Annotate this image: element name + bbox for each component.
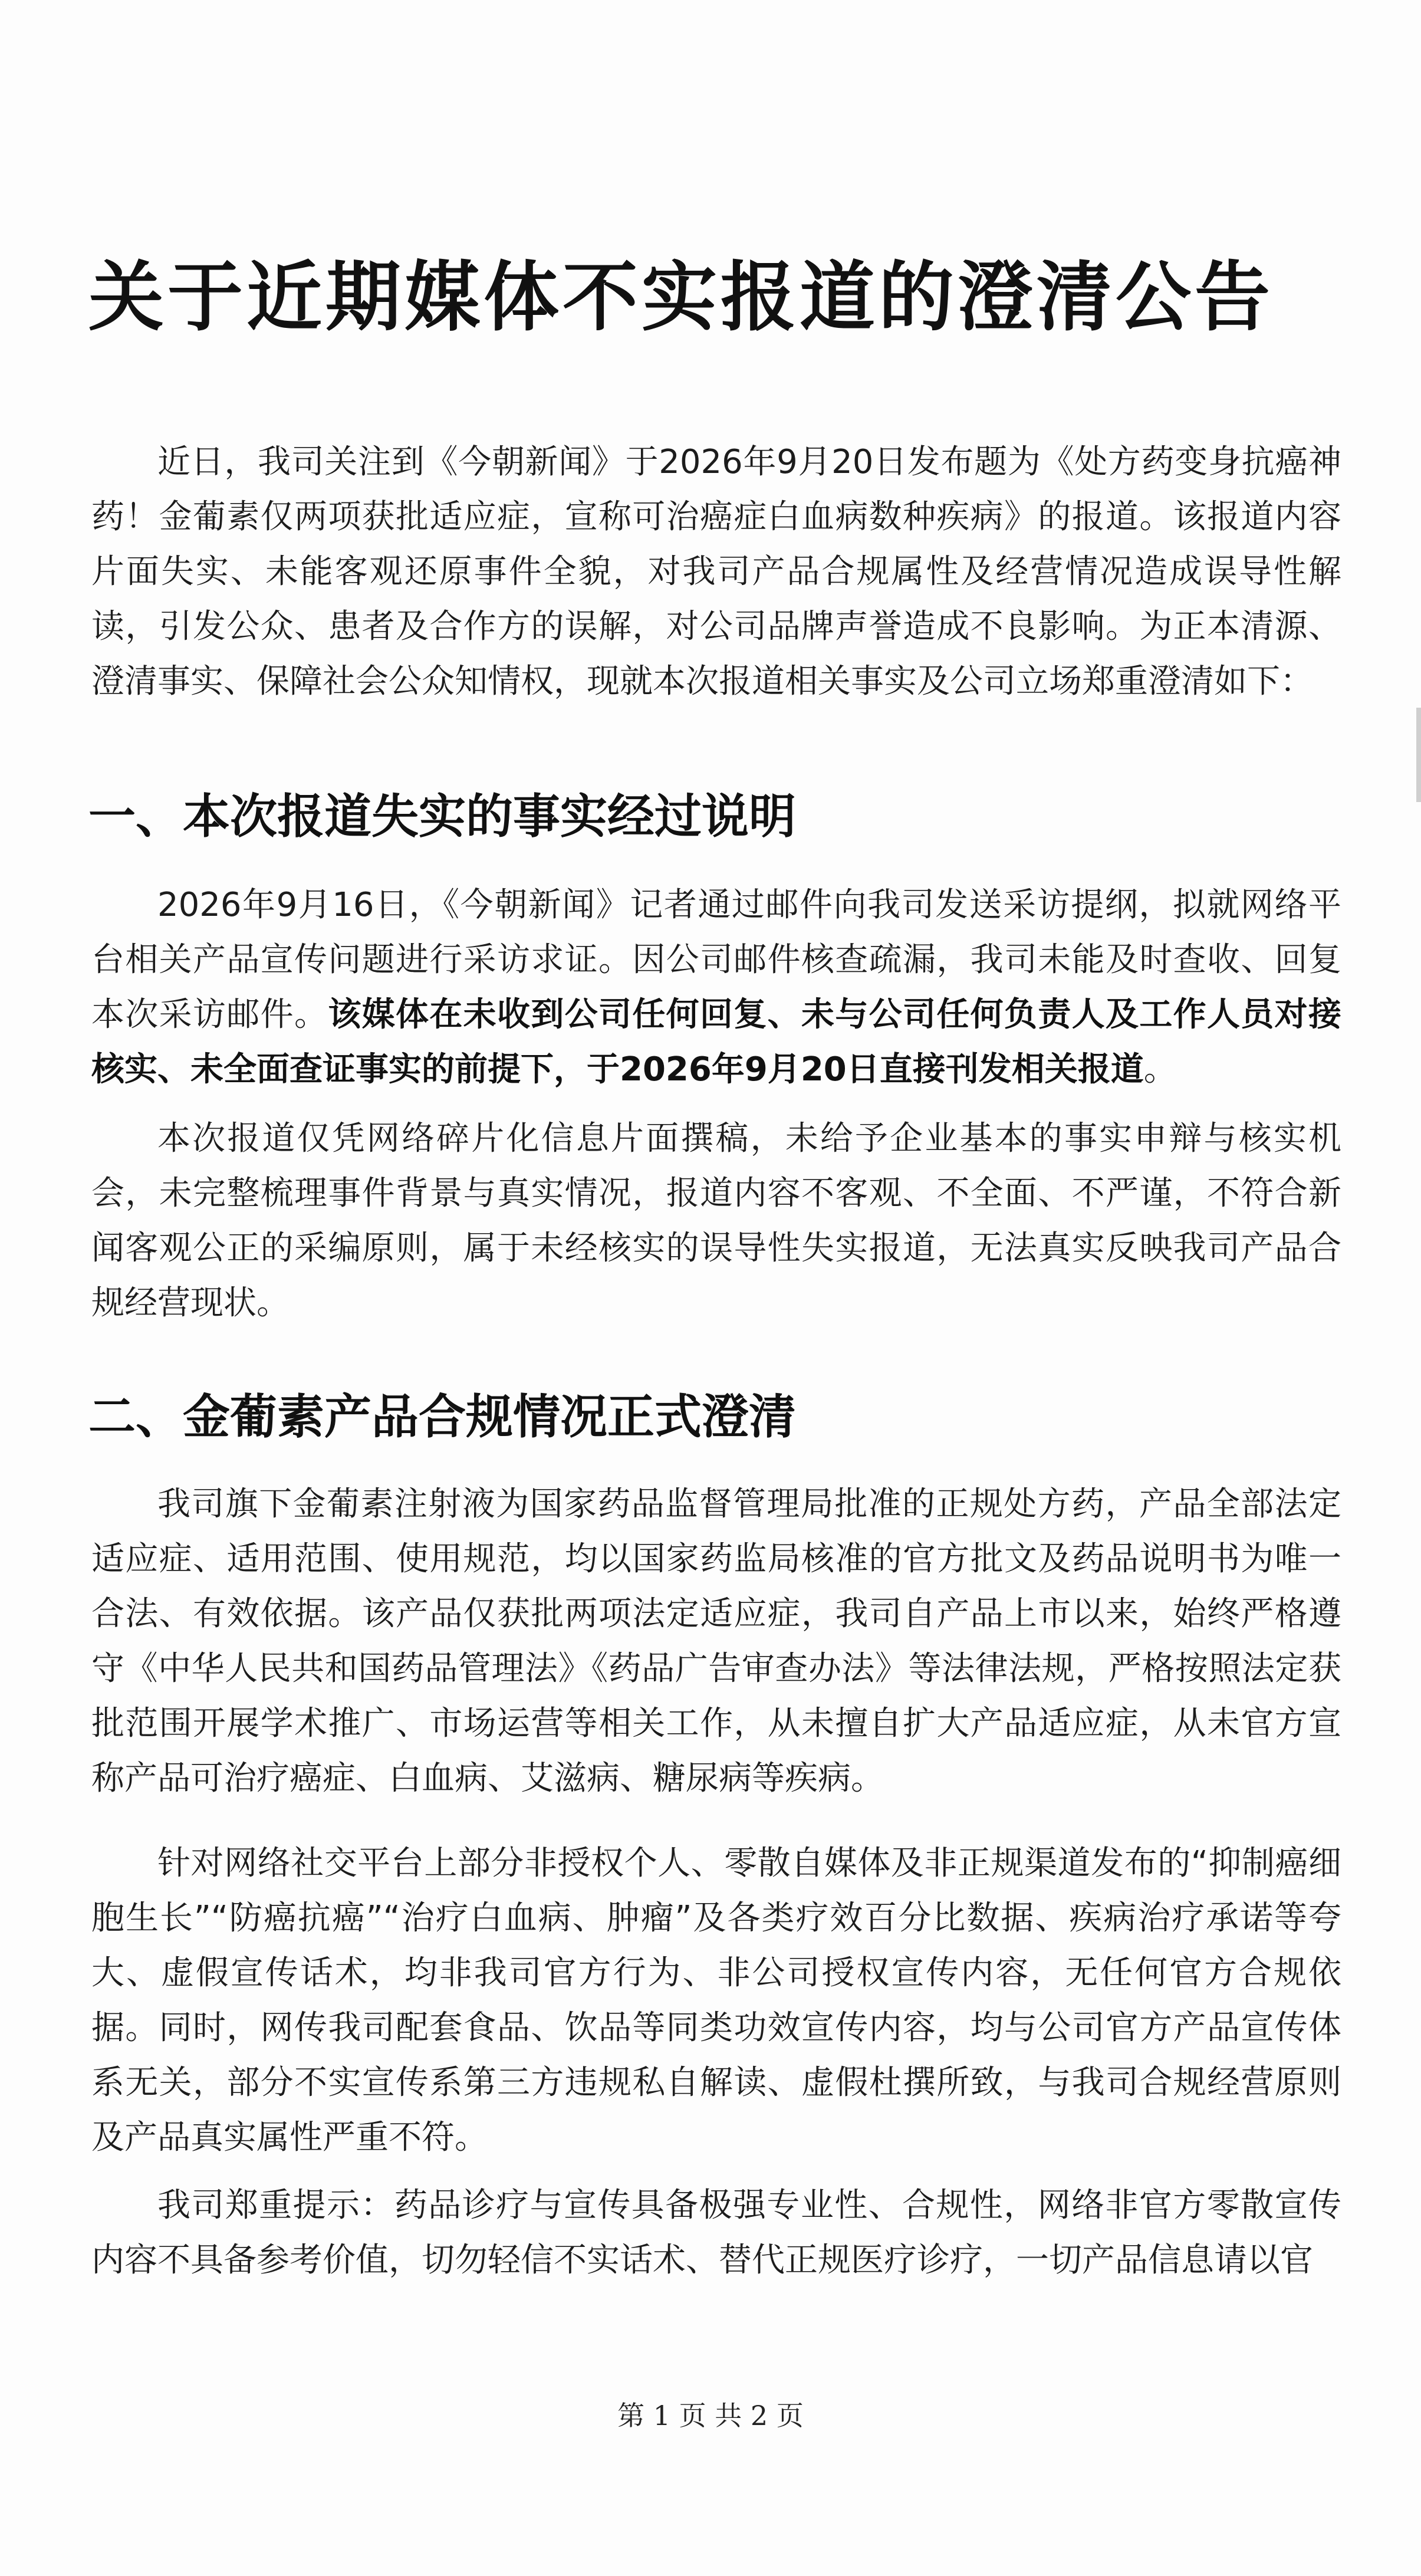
section-1-heading: 一、本次报道失实的事实经过说明 bbox=[88, 789, 796, 844]
section-1-paragraph-1-emphasis: 该媒体在未收到公司任何回复、未与公司任何负责人及工作人员对接核实、未全面查证事实的前提下，于2026年9月20日直接刊发相关报道 bbox=[91, 995, 1342, 1089]
section-2-paragraph-3: 我司郑重提示：药品诊疗与宣传具备极强专业性、合规性，网络非官方零散宣传内容不具备参考价值，切勿轻信不实话术、替代正规医疗诊疗，一切产品信息请以官 bbox=[91, 2186, 1341, 2279]
section-1-paragraph-2: 本次报道仅凭网络碎片化信息片面撰稿，未给予企业基本的事实申辩与核实机会，未完整梳理事件背景与真实情况，报道内容不客观、不全面、不严谨，不符合新闻客观公正的采编原则，属于未经核实的误导性失实报道，无法真实反映我司产品合规经营现状。 bbox=[91, 1119, 1341, 1322]
section-1-paragraph-1-text: 2026年9月16日，《今朝新闻》记者通过邮件向我司发送采访提纲，拟就网络平台相关产品宣传问题进行采访求证。因公司邮件核查疏漏，我司未能及时查收、回复本次采访邮件。 bbox=[91, 886, 1341, 1034]
page-number: 第 1 页 共 2 页 bbox=[617, 2400, 804, 2432]
intro-paragraph: 近日，我司关注到《今朝新闻》于2026年9月20日发布题为《处方药变身抗癌神药！金葡素仅两项获批适应症，宣称可治癌症白血病数种疾病》的报道。该报道内容片面失实、未能客观还原事件全貌，对我司产品合规属性及经营情况造成误导性解读，引发公众、患者及合作方的误解，对公司品牌声誉造成不良影响。为正本清源、澄清事实、保障社会公众知情权，现就本次报道相关事实及公司立场郑重澄清如下： bbox=[91, 443, 1341, 701]
section-1-paragraph-1 bbox=[91, 878, 1341, 1097]
scan-edge-mark bbox=[1416, 708, 1421, 802]
section-2-heading: 二、金葡素产品合规情况正式澄清 bbox=[88, 1389, 796, 1444]
section-2-paragraph-1: 我司旗下金葡素注射液为国家药品监督管理局批准的正规处方药，产品全部法定适应症、适用范围、使用规范，均以国家药监局核准的官方批文及药品说明书为唯一合法、有效依据。该产品仅获批两项法定适应症，我司自产品上市以来，始终严格遵守《中华人民共和国药品管理法》《药品广告审查办法》等法律法规，严格按照法定获批范围开展学术推广、市场运营等相关工作，从未擅自扩大产品适应症，从未官方宣称产品可治疗癌症、白血病、艾滋病、糖尿病等疾病。 bbox=[91, 1485, 1341, 1798]
section-2-paragraph-2: 针对网络社交平台上部分非授权个人、零散自媒体及非正规渠道发布的“抑制癌细胞生长”“防癌抗癌”“治疗白血病、肿瘤”及各类疗效百分比数据、疾病治疗承诺等夸大、虚假宣传话术，均非我司官方行为、非公司授权宣传内容，无任何官方合规依据。同时，网传我司配套食品、饮品等同类功效宣传内容，均与公司官方产品宣传体系无关，部分不实宣传系第三方违规私自解读、虚假杜撰所致，与我司合规经营原则及产品真实属性严重不符。 bbox=[91, 1844, 1341, 2157]
section-1-paragraph-1-end: 。 bbox=[1143, 1050, 1177, 1089]
page-title: 关于近期媒体不实报道的澄清公告 bbox=[88, 254, 1274, 341]
